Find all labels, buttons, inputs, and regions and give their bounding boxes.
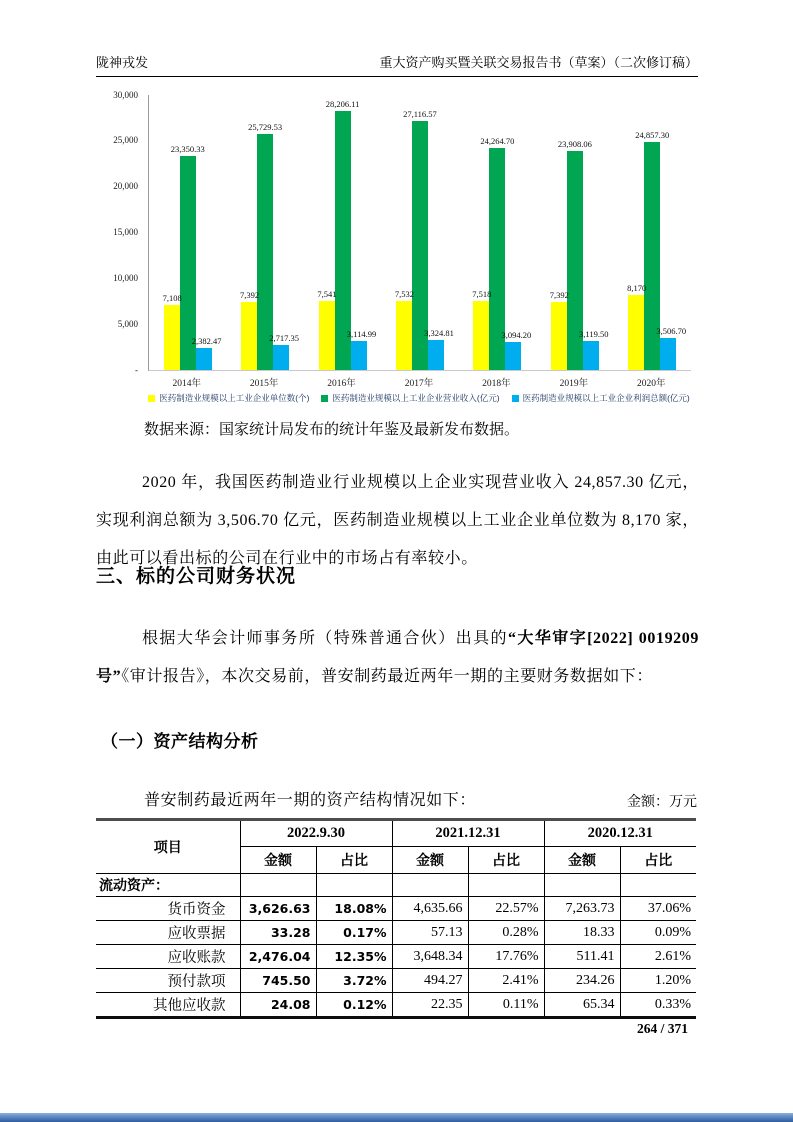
- table-section-row-current-assets: [96, 874, 696, 897]
- table-row: [96, 945, 696, 969]
- row-value: 0.33%: [620, 993, 696, 1018]
- bar-profit-2019年: [579, 329, 609, 370]
- bar-value-label: 3,114.99: [346, 329, 377, 340]
- industry-bar-chart: [100, 86, 700, 408]
- bar-value-label: 3,324.81: [424, 327, 454, 338]
- column-header-2021-12-31: 2021.12.31: [392, 820, 544, 847]
- bar-value-label: 7,392: [549, 290, 569, 301]
- y-tick-label: 25,000: [113, 135, 138, 146]
- row-value: 2.41%: [468, 969, 544, 993]
- row-value: 18.08%: [316, 897, 392, 921]
- bar-value-label: 7,392: [240, 290, 260, 301]
- bar-value-label: 25,729.53: [248, 122, 283, 133]
- y-tick-label: 30,000: [113, 89, 138, 100]
- data-source-note: 数据来源：国家统计局发布的统计年鉴及最新发布数据。: [144, 422, 520, 438]
- row-value: 0.28%: [468, 921, 544, 945]
- bar-value-label: 7,541: [317, 288, 337, 299]
- audit-paragraph-tail: 《审计报告》，本次交易前，普安制药最近两年一期的主要财务数据如下：: [121, 668, 654, 685]
- row-value: 7,263.73: [544, 897, 620, 921]
- row-value: 1.20%: [620, 969, 696, 993]
- y-tick-label: 10,000: [113, 272, 138, 283]
- row-value: 22.35: [392, 993, 468, 1018]
- empty-cell: [392, 874, 468, 897]
- row-value: 24.08: [240, 993, 316, 1018]
- row-value: 0.11%: [468, 993, 544, 1018]
- row-value: 745.50: [240, 969, 316, 993]
- row-value: 18.33: [544, 921, 620, 945]
- y-tick-label: 15,000: [113, 227, 138, 237]
- column-header-2022-09-30: 2022.9.30: [240, 820, 392, 847]
- bar-group-2014年: [149, 95, 226, 370]
- row-item-label: 货币资金: [96, 897, 240, 921]
- bar-value-label: 24,857.30: [635, 130, 670, 141]
- bar-value-label: 23,908.06: [557, 138, 592, 149]
- section-heading-financial-status: 三、标的公司财务状况: [96, 566, 297, 587]
- row-value: 33.28: [240, 921, 316, 945]
- legend-label-revenue: 医药制造业规模以上工业企业营业收入(亿元): [332, 393, 500, 403]
- subheader-amount-2022: 金额: [240, 847, 316, 874]
- y-tick-label: -: [135, 364, 138, 375]
- legend-item-profit: [512, 392, 690, 404]
- legend-swatch-units: [148, 395, 155, 402]
- row-value: 17.76%: [468, 945, 544, 969]
- table-row: [96, 969, 696, 993]
- empty-cell: [620, 874, 696, 897]
- row-value: 3.72%: [316, 969, 392, 993]
- x-tick-label: 2020年: [636, 379, 666, 389]
- bar-units-2016年: [317, 288, 337, 370]
- asset-table-body: [96, 874, 696, 1018]
- bar-value-label: 3,506.70: [656, 325, 687, 336]
- paragraph-2020-summary: 2020 年，我国医药制造业行业规模以上企业实现营业收入 24,857.30 亿元，实现利润总额为 3,506.70 亿元，医药制造业规模以上工业企业单位数为 8,170 家，由此可以看出标的公司在行业中的市场占有率较小。: [96, 474, 699, 567]
- bar-value-label: 3,094.20: [501, 329, 532, 340]
- y-tick-label: 20,000: [113, 181, 138, 192]
- x-tick-label: 2017年: [404, 379, 434, 389]
- row-value: 494.27: [392, 969, 468, 993]
- bar-units-2020年: [627, 283, 647, 370]
- row-value: 3,626.63: [240, 897, 316, 921]
- bar-profit-2020年: [656, 325, 687, 370]
- row-value: 0.09%: [620, 921, 696, 945]
- row-item-label: 预付款项: [96, 969, 240, 993]
- bar-value-label: 7,108: [162, 292, 182, 303]
- bar-group-2020年: [614, 95, 691, 370]
- row-value: 234.26: [544, 969, 620, 993]
- bar-units-2017年: [394, 289, 414, 370]
- bar-profit-2015年: [269, 333, 299, 370]
- bar-value-label: 7,532: [394, 289, 414, 299]
- header-document-title: 重大资产购买暨关联交易报告书（草案）（二次修订稿）: [379, 55, 698, 70]
- row-item-label: 应收账款: [96, 945, 240, 969]
- row-value: 57.13: [392, 921, 468, 945]
- row-value: 2,476.04: [240, 945, 316, 969]
- bar-units-2014年: [162, 292, 182, 370]
- x-tick-label: 2019年: [559, 379, 589, 389]
- row-value: 4,635.66: [392, 897, 468, 921]
- subheader-amount-2021: 金额: [392, 847, 468, 874]
- legend-swatch-profit: [512, 395, 519, 402]
- bar-units-2015年: [240, 290, 260, 370]
- chart-legend: [140, 392, 698, 404]
- row-item-label: 应收票据: [96, 921, 240, 945]
- table-row: [96, 897, 696, 921]
- bar-value-label: 3,119.50: [579, 329, 609, 340]
- table-row: [96, 993, 696, 1018]
- column-header-2020-12-31: 2020.12.31: [544, 820, 696, 847]
- bar-group-2017年: [381, 95, 458, 370]
- bar-group-2019年: [536, 95, 613, 370]
- subheader-ratio-2020: 占比: [620, 847, 696, 874]
- column-header-item: 项目: [96, 820, 240, 874]
- table-row: [96, 921, 696, 945]
- row-value: 0.12%: [316, 993, 392, 1018]
- bar-value-label: 2,717.35: [269, 333, 299, 344]
- asset-table: [96, 818, 696, 1019]
- legend-item-units: [148, 392, 309, 404]
- bar-value-label: 8,170: [627, 283, 647, 294]
- paragraph-audit-report: [96, 620, 699, 696]
- bar-profit-2017年: [424, 327, 454, 371]
- subheader-ratio-2022: 占比: [316, 847, 392, 874]
- row-value: 0.17%: [316, 921, 392, 945]
- x-tick-label: 2016年: [327, 379, 356, 389]
- row-value: 511.41: [544, 945, 620, 969]
- table-unit-note: 金额：万元: [627, 795, 697, 810]
- legend-swatch-revenue: [321, 395, 328, 402]
- x-tick-label: 2018年: [482, 379, 511, 389]
- row-value: 65.34: [544, 993, 620, 1018]
- bar-group-2015年: [226, 95, 303, 370]
- y-tick-label: 5,000: [117, 318, 138, 329]
- legend-label-units: 医药制造业规模以上工业企业单位数(个): [159, 393, 310, 403]
- subsection-heading-asset-structure: （一）资产结构分析: [101, 732, 259, 751]
- bar-value-label: 7,518: [472, 289, 492, 300]
- bar-value-label: 28,206.11: [325, 99, 360, 110]
- page-header: [96, 52, 698, 77]
- row-value: 37.06%: [620, 897, 696, 921]
- bar-value-label: 27,116.57: [403, 109, 437, 120]
- legend-label-profit: 医药制造业规模以上工业企业利润总额(亿元): [522, 393, 690, 403]
- row-value: 3,648.34: [392, 945, 468, 969]
- x-tick-label: 2015年: [249, 379, 279, 389]
- bar-profit-2018年: [501, 329, 532, 370]
- bar-group-2018年: [459, 95, 536, 370]
- header-company-name: 陇神戎发: [96, 55, 149, 70]
- chart-x-labels: [148, 375, 690, 389]
- chart-plot: [148, 95, 691, 371]
- window-bottom-edge: [0, 1113, 793, 1122]
- audit-report-number: “大华审字[2022] 0019209 号”: [96, 630, 699, 685]
- table-header-row-periods: [96, 820, 696, 847]
- audit-paragraph-lead: 根据大华会计师事务所（特殊普通合伙）出具的: [142, 630, 508, 647]
- subheader-amount-2020: 金额: [544, 847, 620, 874]
- bar-value-label: 24,264.70: [480, 135, 515, 146]
- bar-profit-2014年: [191, 336, 222, 370]
- bar-profit-2016年: [346, 329, 377, 370]
- empty-cell: [468, 874, 544, 897]
- bar-value-label: 2,382.47: [191, 336, 222, 347]
- x-tick-label: 2014年: [172, 379, 201, 389]
- empty-cell: [316, 874, 392, 897]
- bar-group-2016年: [304, 95, 381, 370]
- empty-cell: [240, 874, 316, 897]
- row-value: 22.57%: [468, 897, 544, 921]
- bar-units-2019年: [549, 290, 569, 370]
- section-row-label: 流动资产：: [96, 874, 240, 897]
- row-value: 12.35%: [316, 945, 392, 969]
- bar-units-2018年: [472, 289, 492, 370]
- subheader-ratio-2021: 占比: [468, 847, 544, 874]
- chart-y-axis: [100, 86, 142, 376]
- empty-cell: [544, 874, 620, 897]
- bar-value-label: 23,350.33: [170, 144, 205, 154]
- row-value: 2.61%: [620, 945, 696, 969]
- row-item-label: 其他应收款: [96, 993, 240, 1018]
- asset-structure-table: [96, 818, 697, 1019]
- paragraph-asset-structure-intro: 普安制药最近两年一期的资产结构情况如下：: [144, 792, 477, 809]
- page-number: 264 / 371: [636, 1021, 688, 1036]
- legend-item-revenue: [321, 392, 499, 404]
